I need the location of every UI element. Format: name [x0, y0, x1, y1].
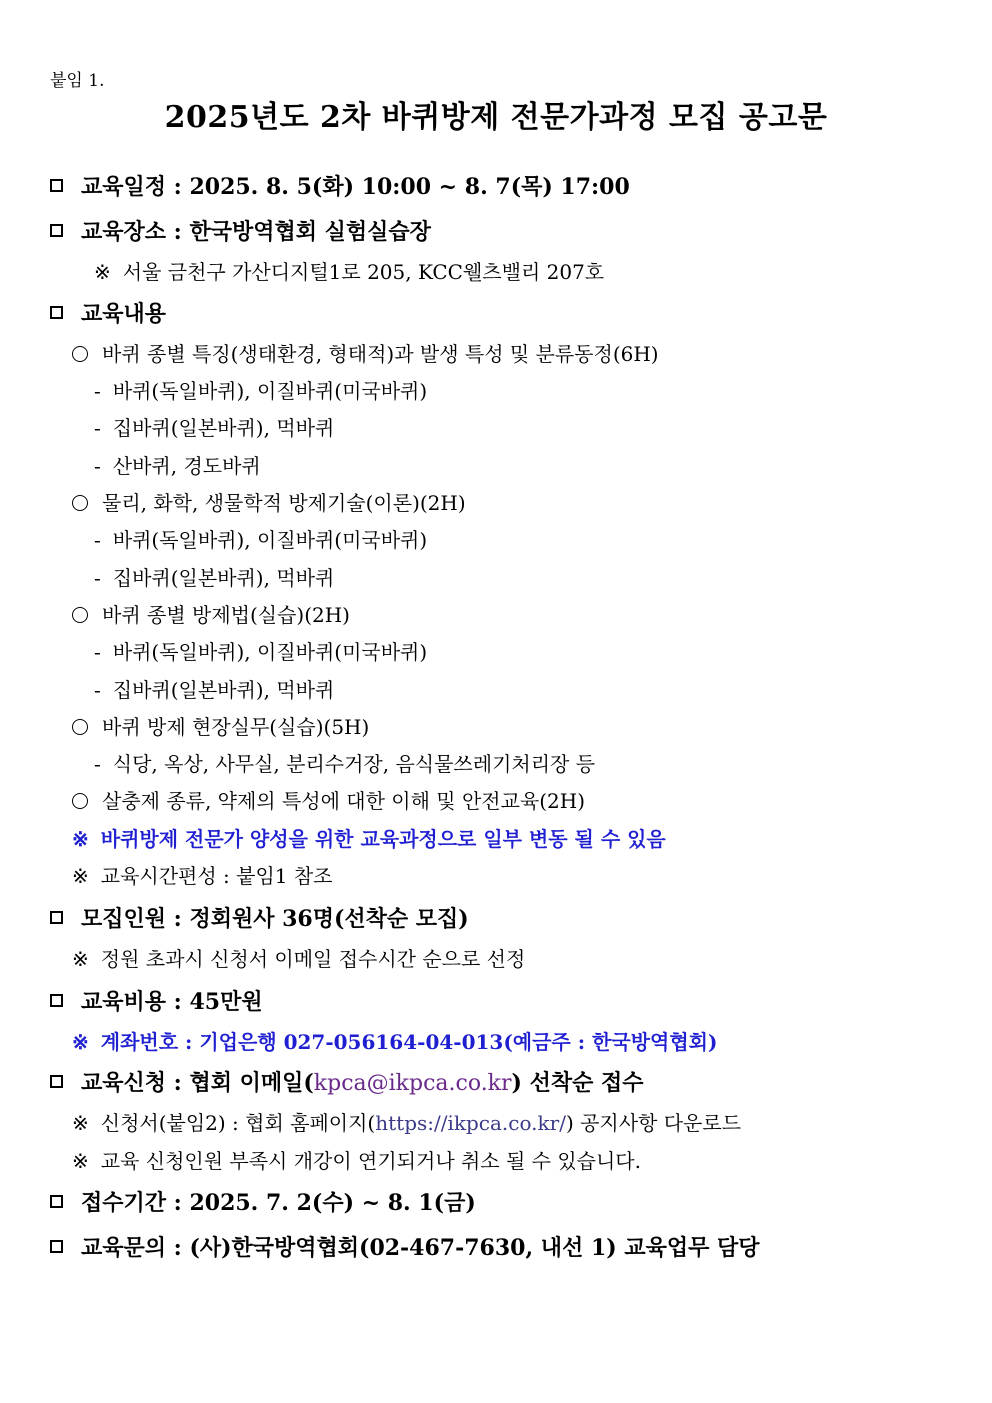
reference-mark-icon: ※ — [72, 1111, 89, 1135]
reference-mark-icon: ※ — [94, 260, 111, 284]
reference-mark-icon: ※ — [72, 1030, 89, 1054]
checkbox-square-icon — [50, 306, 63, 319]
apply-note-cancel: ※ 교육 신청인원 부족시 개강이 연기되거나 취소 될 수 있습니다. — [72, 1149, 641, 1173]
checkbox-square-icon — [50, 1240, 63, 1253]
place-text: 교육장소 : 한국방역협회 실험실습장 — [81, 219, 431, 245]
section-recruit — [50, 904, 469, 934]
checkbox-square-icon — [50, 1195, 63, 1208]
content-sub-item: - 집바퀴(일본바퀴), 먹바퀴 — [94, 678, 335, 702]
apply-note-form: ※ 신청서(붙임2) : 협회 홈페이지(https://ikpca.co.kr/) 공지사항 다운로드 — [72, 1111, 742, 1135]
content-sub-item: - 집바퀴(일본바퀴), 먹바퀴 — [94, 566, 335, 590]
section-fee — [50, 987, 263, 1017]
circle-bullet-icon — [72, 495, 88, 511]
content-title: 교육내용 — [81, 301, 167, 327]
content-item: 바퀴 종별 특징(생태환경, 형태적)과 발생 특성 및 분류동정(6H) — [72, 340, 659, 368]
checkbox-square-icon — [50, 994, 63, 1007]
section-place — [50, 217, 431, 247]
period-text: 접수기간 : 2025. 7. 2(수) ~ 8. 1(금) — [81, 1190, 476, 1216]
section-schedule — [50, 172, 630, 202]
content-sub-item: - 집바퀴(일본바퀴), 먹바퀴 — [94, 416, 335, 440]
attachment-label: 붙임 1. — [50, 71, 105, 91]
place-note: ※ 서울 금천구 가산디지털1로 205, KCC웰츠밸리 207호 — [94, 260, 605, 284]
content-sub-item: - 바퀴(독일바퀴), 이질바퀴(미국바퀴) — [94, 379, 428, 403]
circle-bullet-icon — [72, 346, 88, 362]
bank-account-note: ※ 계좌번호 : 기업은행 027-056164-04-013(예금주 : 한국방역협회) — [72, 1030, 718, 1054]
content-schedule-note: ※ 교육시간편성 : 붙임1 참조 — [72, 864, 333, 888]
content-sub-item: - 식당, 옥상, 사무실, 분리수거장, 음식물쓰레기처리장 등 — [94, 752, 596, 776]
content-change-notice: ※ 바퀴방제 전문가 양성을 위한 교육과정으로 일부 변동 될 수 있음 — [72, 827, 666, 851]
checkbox-square-icon — [50, 1075, 63, 1088]
content-sub-item: - 산바퀴, 경도바퀴 — [94, 454, 261, 478]
content-item: 살충제 종류, 약제의 특성에 대한 이해 및 안전교육(2H) — [72, 787, 585, 815]
reference-mark-icon: ※ — [72, 864, 89, 888]
reference-mark-icon: ※ — [72, 947, 89, 971]
section-content — [50, 299, 166, 329]
section-period — [50, 1188, 476, 1218]
content-sub-item: - 바퀴(독일바퀴), 이질바퀴(미국바퀴) — [94, 640, 428, 664]
reference-mark-icon: ※ — [72, 827, 89, 851]
checkbox-square-icon — [50, 179, 63, 192]
inquiry-text: 교육문의 : (사)한국방역협회(02-467-7630, 내선 1) 교육업무 담당 — [81, 1235, 760, 1261]
homepage-link[interactable]: https://ikpca.co.kr/ — [375, 1111, 566, 1135]
fee-text: 교육비용 : 45만원 — [81, 989, 263, 1015]
circle-bullet-icon — [72, 607, 88, 623]
content-sub-item: - 바퀴(독일바퀴), 이질바퀴(미국바퀴) — [94, 528, 428, 552]
circle-bullet-icon — [72, 793, 88, 809]
email-link[interactable]: kpca@ikpca.co.kr — [313, 1071, 512, 1096]
recruit-note: ※ 정원 초과시 신청서 이메일 접수시간 순으로 선정 — [72, 947, 526, 971]
checkbox-square-icon — [50, 224, 63, 237]
content-item: 물리, 화학, 생물학적 방제기술(이론)(2H) — [72, 489, 466, 517]
checkbox-square-icon — [50, 911, 63, 924]
content-item: 바퀴 종별 방제법(실습)(2H) — [72, 601, 350, 629]
document-title: 2025년도 2차 바퀴방제 전문가과정 모집 공고문 — [164, 100, 828, 135]
recruit-text: 모집인원 : 정회원사 36명(선착순 모집) — [81, 906, 469, 932]
circle-bullet-icon — [72, 719, 88, 735]
section-apply: 교육신청 : 협회 이메일(kpca@ikpca.co.kr) 선착순 접수 — [50, 1068, 644, 1099]
section-inquiry — [50, 1233, 760, 1263]
schedule-text: 교육일정 : 2025. 8. 5(화) 10:00 ~ 8. 7(목) 17:00 — [81, 174, 630, 200]
content-item: 바퀴 방제 현장실무(실습)(5H) — [72, 713, 369, 741]
reference-mark-icon: ※ — [72, 1149, 89, 1173]
